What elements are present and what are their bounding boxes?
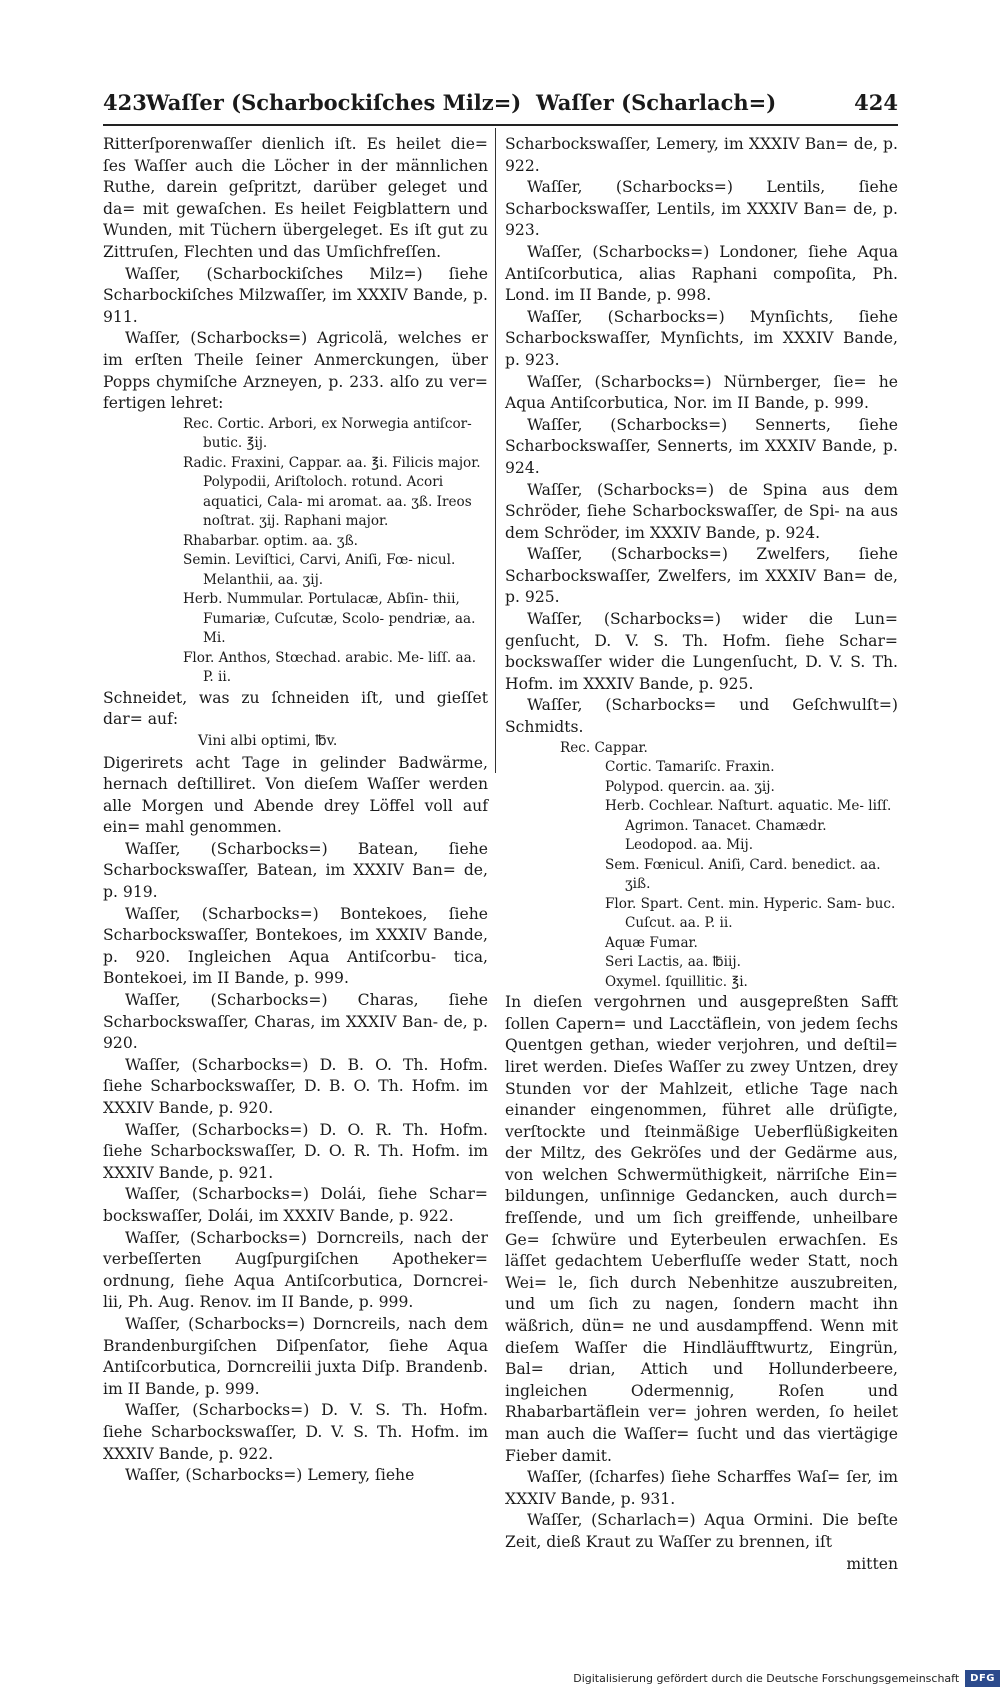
right-column — [505, 134, 898, 1575]
entry: Waſſer, (Scharbocks=) wider die Lun= genſucht, D. V. S. Th. Hofm. ſiehe Schar= bockswaſſer wider die Lungenſucht, D. V. S. Th. Hofm. im XXXIV Bande, p. 925. — [505, 610, 898, 693]
entry: Waſſer, (Scharbocks=) D. O. R. Th. Hofm. ſiehe Scharbockswaſſer, D. O. R. Th. Hofm. im XXXIV Bande, p. 921. — [103, 1120, 488, 1182]
recipe-line: Rec. Cappar. — [560, 739, 648, 756]
entry: Waſſer, (Scharbocks=) Dorncreils, nach der verbeſſerten Augſpurgiſchen Apotheker= ordnung, ſiehe Aqua Antiſcorbutica, Dorncrei- lii, Ph. Aug. Renov. im II Bande, p. 999. — [103, 1228, 488, 1312]
paragraph: Schneidet, was zu ſchneiden iſt, und gieſſet dar= auf: — [103, 688, 488, 729]
entry: Waſſer, (Scharbocks=) Bontekoes, ſiehe Scharbockswaſſer, Bontekoes, im XXXIV Bande, p. 920. Ingleichen Aqua Antiſcorbu- tica, Bontekoei, im II Bande, p. 999. — [103, 904, 488, 988]
entry: Waſſer, (Scharbocks= und Geſchwulſt=) Schmidts. — [505, 696, 898, 737]
entry: Waſſer, (Scharbocks=) Dorncreils, nach dem Brandenburgiſchen Diſpenſator, ſiehe Aqua Antiſcorbutica, Dorncreilii juxta Diſp. Brandenb. im II Bande, p. 999. — [103, 1314, 488, 1398]
dfg-logo: DFG — [965, 1670, 1000, 1687]
entry: Waſſer, (Scharbocks=) D. V. S. Th. Hofm. ſiehe Scharbockswaſſer, D. V. S. Th. Hofm. im XXXIV Bande, p. 922. — [103, 1401, 488, 1463]
left-page-number: 423 — [103, 90, 147, 115]
running-header — [103, 88, 898, 126]
entry: Waſſer, (Scharbocks=) Agricolä, welches er im erſten Theile ſeiner Anmerckungen, über Popps chymiſche Arzneyen, p. 233. alſo zu ver= fertigen lehret: — [103, 329, 488, 413]
entry: Waſſer, (Scharbocks=) Charas, ſiehe Scharbockswaſſer, Charas, im XXXIV Ban- de, p. 920. — [103, 991, 488, 1053]
entry: Waſſer, (Scharbocks=) D. B. O. Th. Hofm. ſiehe Scharbockswaſſer, D. B. O. Th. Hofm. im XXXIV Bande, p. 920. — [103, 1055, 488, 1117]
column-divider — [495, 128, 496, 773]
recipe-line: Herb. Nummular. Portulacæ, Abſin- thii, Fumariæ, Cuſcutæ, Scolo- pendriæ, aa. Mi. — [183, 591, 476, 647]
paragraph: Digerirets acht Tage in gelinder Badwärme, hernach deſtilliret. Von dieſem Waſſer werden alle Morgen und Abende drey Löffel voll auf ein= mahl genommen. — [103, 753, 488, 837]
entry: Waſſer, (Scharbocks=) Zwelfers, ſiehe Scharbockswaſſer, Zwelfers, im XXXIV Ban= de, p. 925. — [505, 545, 898, 607]
entry: Waſſer, (Scharbocks=) Lentils, ſiehe Scharbockswaſſer, Lentils, im XXXIV Ban= de, p. 923. — [505, 178, 898, 240]
paragraph: Ritterſporenwaſſer dienlich iſt. Es heilet die= ſes Waſſer auch die Löcher in der männlichen Ruthe, darein geſpritzt, darüber geleget und da= mit gewaſchen. Es heilet Feigblattern und Wunden, mit Tüchern übergeleget. Es iſt gut zu Zittruſen, Flechten und das Umſichfreſſen. — [103, 135, 488, 261]
recipe-line: Radic. Fraxini, Cappar. aa. ℥i. Filicis major. Polypodii, Ariſtoloch. rotund. Acori aquatici, Cala- mi aromat. aa. ʒß. Ireos noſtrat. ʒij. Raphani major. — [183, 454, 481, 530]
recipe-line: Aquæ Fumar. — [605, 934, 698, 951]
recipe-line: Flor. Anthos, Stœchad. arabic. Me- liſſ. aa. P. ii. — [183, 649, 477, 686]
entry: Waſſer, (Scharbocks=) Lemery, ſiehe — [125, 1466, 415, 1485]
paragraph: In dieſen vergohrnen und ausgepreßten Safft ſollen Capern= und Lacctäflein, von jedem ſechs Quentgen gethan, wieder verjohren, und deſtil= liret werden. Dieſes Waſſer zu zwey Untzen, drey Stunden vor der Mahlzeit, etliche Tage nach einander eingenommen, führet alle drüſigte, verſtockte und ſteinmäßige Ueberflüßigkeiten der Miltz, des Gekröſes und der Gedärme aus, von welchen Schwermüthigkeit, närriſche Ein= bildungen, unſinnige Gedancken, auch durch= freſſende, und um ſich greiffende, unheilbare Ge= ſchwüre und Eyterbeulen erwachſen. Es läſſet gedachtem Ueberfluſſe weder Statt, noch Wei= le, ſich durch Nebenhitze auszubreiten, und um ſich zu nagen, ſondern macht ihn wäßrich, dün= ne und ausdampffend. Wenn mit dieſem Waſſer die Hindläufftwurtz, Eingrün, Bal= drian, Attich und Hollunderbeere, ingleichen Odermennig, Roſen und Rhabarbartäflein ver= johren werden, ſo heilet man auch die Waſſer= ſucht und das viertägige Fieber damit. — [505, 993, 898, 1465]
funding-note: Digitalisierung gefördert durch die Deutsche Forschungsgemeinschaft — [573, 1671, 960, 1685]
recipe-line: Rec. Cortic. Arbori, ex Norwegia antiſcor- butic. ℥ij. — [183, 415, 472, 452]
recipe-line: Sem. Fœnicul. Aniſi, Card. benedict. aa. ʒiß. — [605, 856, 881, 893]
recipe-line: Vini albi optimi, ℔v. — [198, 732, 338, 749]
left-column — [103, 134, 488, 1487]
recipe-line: Herb. Cochlear. Naſturt. aquatic. Me- liſſ. Agrimon. Tanacet. Chamædr. Leodopod. aa. Mij. — [605, 798, 892, 854]
entry: Waſſer, (Scharbocks=) Londoner, ſiehe Aqua Antiſcorbutica, alias Raphani compoſita, Ph. Lond. im II Bande, p. 998. — [505, 242, 898, 305]
recipe-line: Semin. Leviſtici, Carvi, Aniſi, Fœ- nicul. Melanthii, aa. ʒij. — [183, 552, 456, 588]
entry: Waſſer, (Scharbocks=) Dolái, ſiehe Schar= bockswaſſer, Dolái, im XXXIV Bande, p. 922. — [103, 1185, 488, 1225]
recipe-line: Oxymel. ſquillitic. ℥i. — [605, 973, 748, 990]
entry: Waſſer, (ſcharfes) ſiehe Scharffes Waſ= ſer, im XXXIV Bande, p. 931. — [505, 1468, 898, 1508]
recipe-line: Seri Lactis, aa. ℔iij. — [605, 954, 741, 971]
recipe-line: Rhabarbar. optim. aa. ʒß. — [183, 532, 359, 549]
left-running-title: Waſſer (Scharbockiſches Milz=) — [146, 90, 522, 115]
right-running-title: Waſſer (Scharlach=) — [536, 90, 777, 115]
recipe-line: Flor. Spart. Cent. min. Hyperic. Sam- buc. Cuſcut. aa. P. ii. — [605, 895, 896, 932]
entry: Waſſer, (Scharlach=) Aqua Ormini. Die beſte Zeit, dieß Kraut zu Waſſer zu brennen, iſt — [505, 1511, 898, 1551]
entry: Waſſer, (Scharbocks=) Nürnberger, ſie= he Aqua Antiſcorbutica, Nor. im II Bande, p. 999. — [505, 372, 898, 413]
digitization-footer — [573, 1667, 1000, 1689]
entry: Waſſer, (Scharbockiſches Milz=) ſiehe Scharbockiſches Milzwaſſer, im XXXIV Bande, p. 911. — [103, 264, 488, 326]
entry: Scharbockswaſſer, Lemery, im XXXIV Ban= de, p. 922. — [505, 135, 898, 175]
entry: Waſſer, (Scharbocks=) Mynſichts, ſiehe Scharbockswaſſer, Mynſichts, im XXXIV Bande, p. 923. — [505, 307, 898, 369]
entry: Waſſer, (Scharbocks=) de Spina aus dem Schröder, ſiehe Scharbockswaſſer, de Spi- na aus dem Schröder, im XXXIV Bande, p. 924. — [505, 480, 898, 542]
recipe-line: Polypod. quercin. aa. ʒij. — [605, 778, 775, 795]
entry: Waſſer, (Scharbocks=) Batean, ſiehe Scharbockswaſſer, Batean, im XXXIV Ban= de, p. 919. — [103, 839, 488, 902]
entry: Waſſer, (Scharbocks=) Sennerts, ſiehe Scharbockswaſſer, Sennerts, im XXXIV Bande, p. 924. — [505, 415, 898, 477]
right-page-number: 424 — [854, 90, 898, 115]
catchword: mitten — [846, 1554, 898, 1573]
recipe-line: Cortic. Tamariſc. Fraxin. — [605, 759, 775, 776]
